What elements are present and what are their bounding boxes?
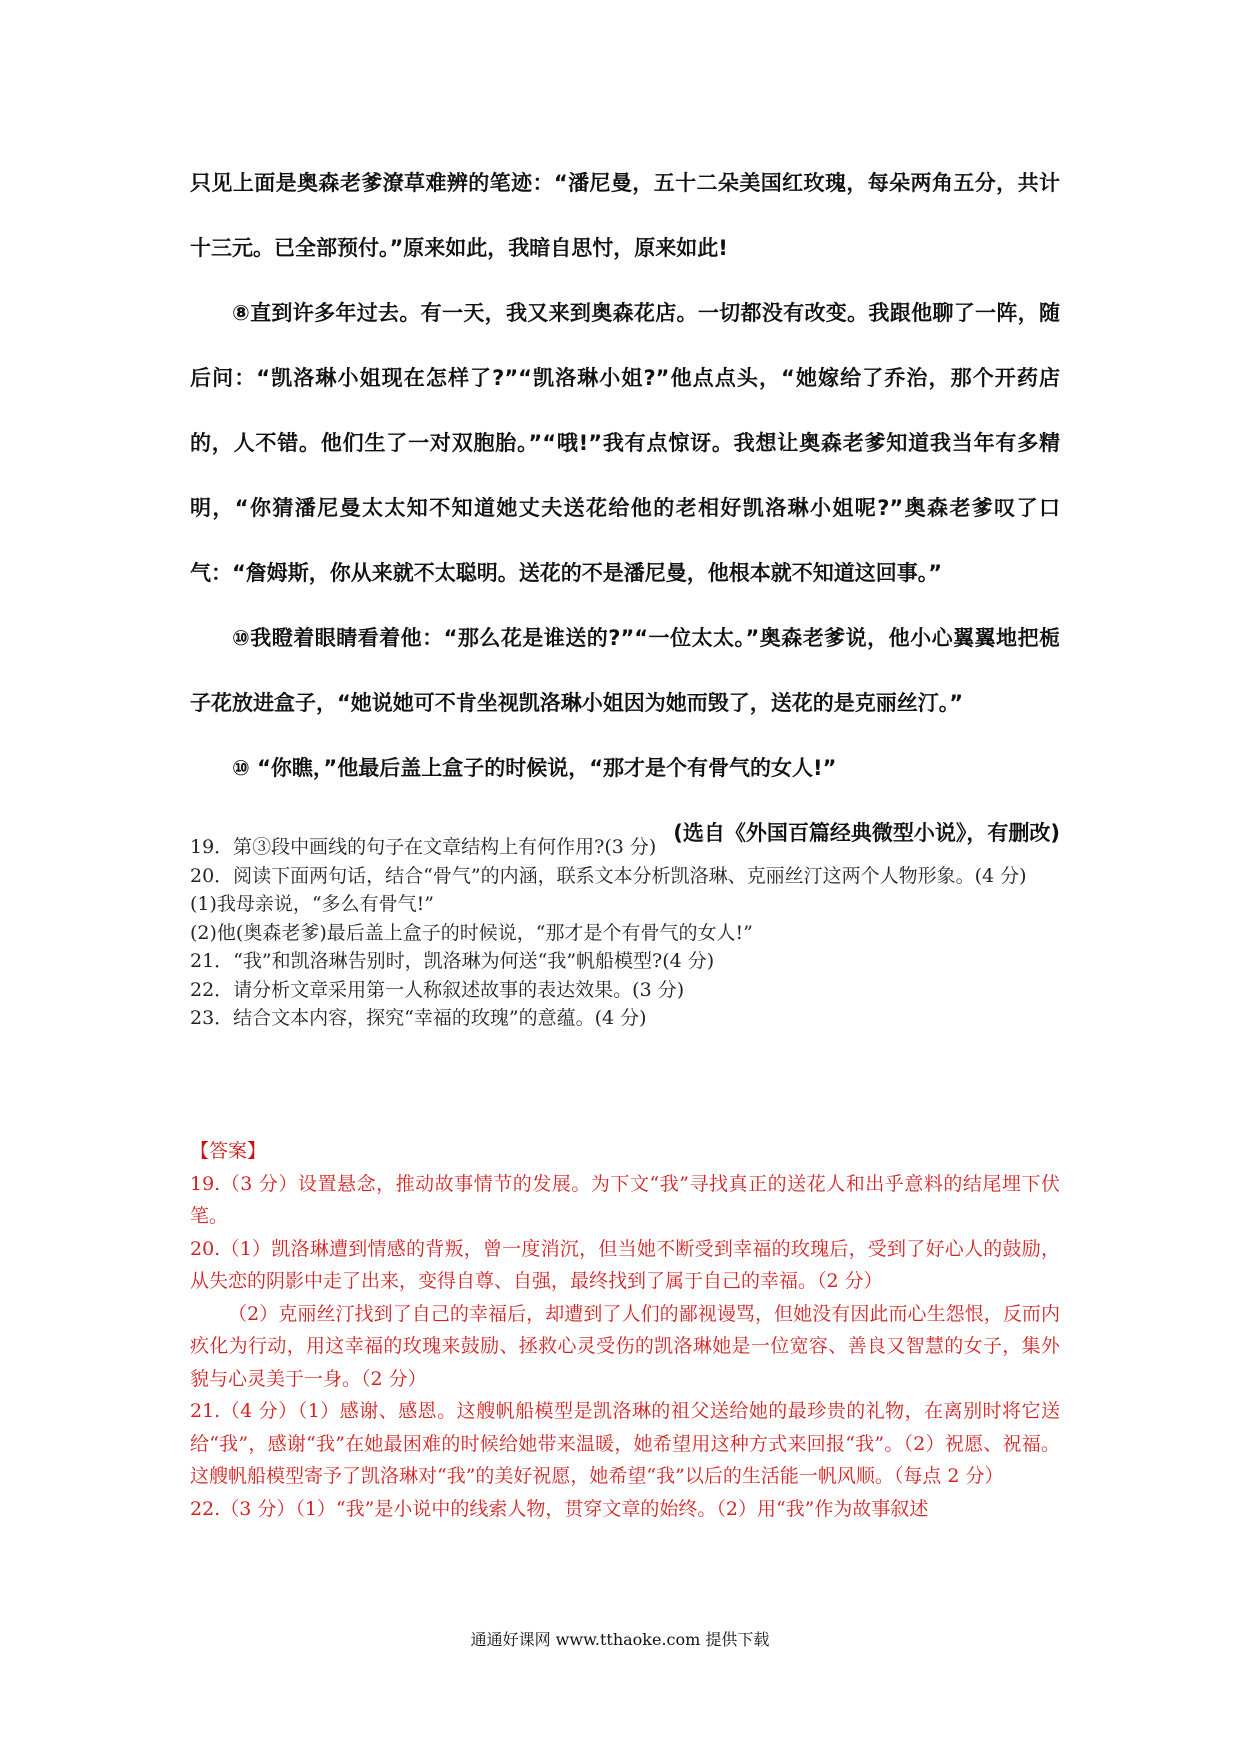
story-source: (选自《外国百篇经典微型小说》，有删改) bbox=[673, 821, 1060, 845]
answer-20-part-1: 20.（1）凯洛琳遭到情感的背叛，曾一度消沉，但当她不断受到幸福的玫瑰后，受到了好心人的鼓励，从失恋的阴影中走了出来，变得自尊、自强，最终找到了属于自己的幸福。（2 分） bbox=[190, 1237, 1060, 1292]
answer-header: 【答案】 bbox=[190, 1140, 267, 1162]
question-list bbox=[190, 833, 1060, 1033]
question-20-quote-2: (2)他(奥森老爹)最后盖上盒子的时候说，“那才是个有骨气的女人!” bbox=[190, 921, 753, 944]
answer-section bbox=[190, 1135, 1060, 1525]
question-22: 22．请分析文章采用第一人称叙述故事的表达效果。(3 分) bbox=[190, 978, 685, 1001]
story-paragraph-7-end: 只见上面是奥森老爹潦草难辨的笔迹：“潘尼曼，五十二朵美国红玫瑰，每朵两角五分，共计十三元。已全部预付。”原来如此，我暗自思忖，原来如此! bbox=[190, 171, 1060, 260]
answer-21: 21.（4 分）（1）感谢、感恩。这艘帆船模型是凯洛琳的祖父送给她的最珍贵的礼物，在离别时将它送给“我”，感谢“我”在她最困难的时候给她带来温暖，她希望用这种方式来回报“我”。（2）祝愿、祝福。这艘帆船模型寄予了凯洛琳对“我”的美好祝愿，她希望“我”以后的生活能一帆风顺。（每点 2 分） bbox=[190, 1400, 1060, 1487]
answer-22: 22.（3 分）（1）“我”是小说中的线索人物，贯穿文章的始终。（2）用“我”作为故事叙述 bbox=[190, 1497, 929, 1520]
question-20-quote-1: (1)我母亲说，“多么有骨气!” bbox=[190, 893, 434, 915]
story-text bbox=[190, 151, 1060, 866]
story-paragraph-9: ⑩我瞪着眼睛看着他：“那么花是谁送的?”“一位太太。”奥森老爹说，他小心翼翼地把栀子花放进盒子，“她说她可不肯坐视凯洛琳小姐因为她而毁了，送花的是克丽丝汀。” bbox=[190, 626, 1060, 715]
story-paragraph-10: ⑩ “你瞧，”他最后盖上盒子的时候说，“那才是个有骨气的女人!” bbox=[232, 756, 837, 780]
answer-20-part-2: （2）克丽丝汀找到了自己的幸福后，却遭到了人们的鄙视谩骂，但她没有因此而心生怨恨，反而内疚化为行动，用这幸福的玫瑰来鼓励、拯救心灵受伤的凯洛琳她是一位宽容、善良又智慧的女子，集外貌与心灵美于一身。（2 分） bbox=[190, 1302, 1060, 1390]
answer-19: 19.（3 分）设置悬念，推动故事情节的发展。为下文“我”寻找真正的送花人和出乎意料的结尾埋下伏笔。 bbox=[190, 1172, 1060, 1227]
question-19: 19．第③段中画线的句子在文章结构上有何作用?(3 分) bbox=[190, 836, 657, 858]
page-footer: 通通好课网 www.tthaoke.com 提供下载 bbox=[470, 1630, 770, 1649]
question-23: 23．结合文本内容，探究“幸福的玫瑰”的意蕴。(4 分) bbox=[190, 1007, 647, 1029]
story-paragraph-8: ⑧直到许多年过去。有一天，我又来到奥森花店。一切都没有改变。我跟他聊了一阵，随后问：“凯洛琳小姐现在怎样了?”“凯洛琳小姐?”他点点头，“她嫁给了乔治，那个开药店的，人不错。他们生了一对双胞胎。”“哦!”我有点惊讶。我想让奥森老爹知道我当年有多精明，“你猜潘尼曼太太知不知道她丈夫送花给他的老相好凯洛琳小姐呢?”奥森老爹叹了口气：“詹姆斯，你从来就不太聪明。送花的不是潘尼曼，他根本就不知道这回事。” bbox=[190, 301, 1060, 585]
question-20: 20．阅读下面两句话，结合“骨气”的内涵，联系文本分析凯洛琳、克丽丝汀这两个人物形象。(4 分) bbox=[190, 864, 1027, 887]
question-21: 21．“我”和凯洛琳告别时，凯洛琳为何送“我”帆船模型?(4 分) bbox=[190, 950, 715, 972]
